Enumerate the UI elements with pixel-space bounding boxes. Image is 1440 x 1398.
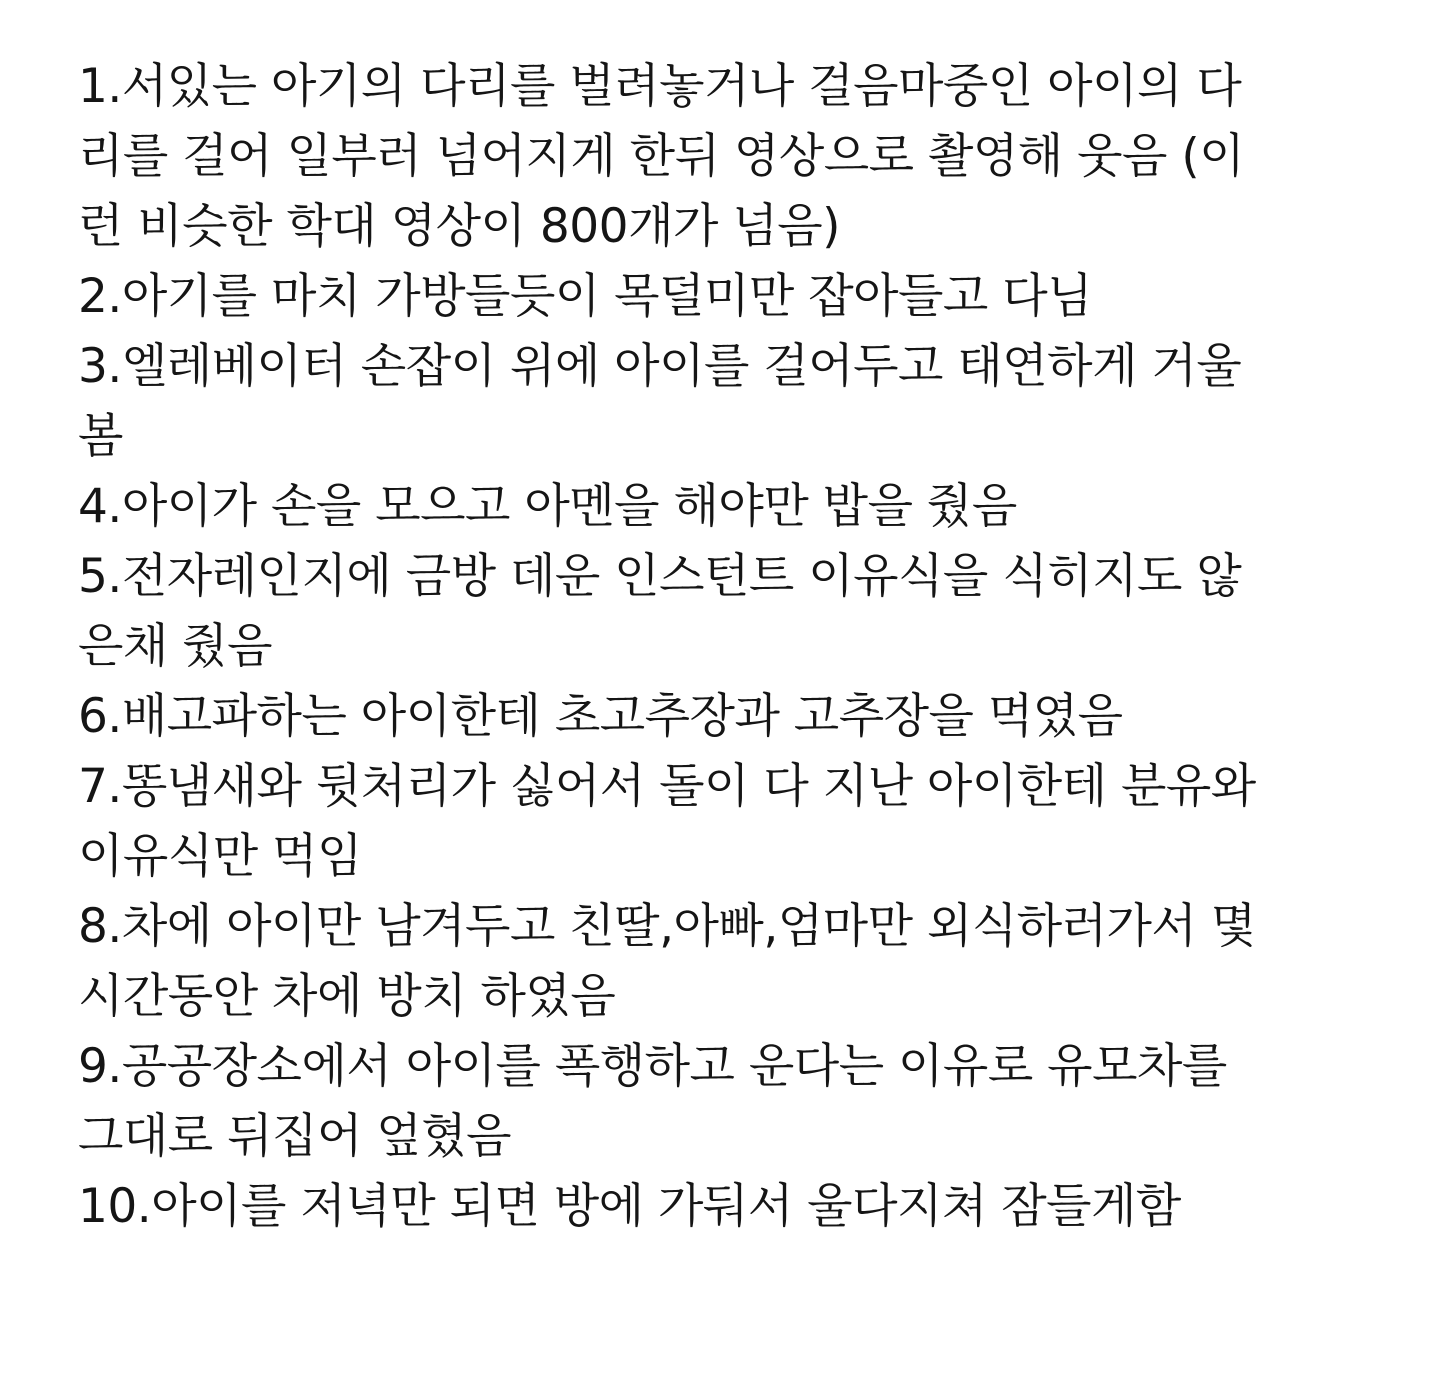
- text-line: 그대로 뒤집어 엎혔음: [78, 1109, 511, 1164]
- text-line: 리를 걸어 일부러 넘어지게 한뒤 영상으로 촬영해 웃음 (이: [78, 129, 1245, 184]
- text-line: 8.차에 아이만 남겨두고 친딸,아빠,엄마만 외식하러가서 몇: [78, 899, 1256, 954]
- text-line: 10.아이를 저녁만 되면 방에 가둬서 울다지쳐 잠들게함: [78, 1179, 1181, 1234]
- text-line: 4.아이가 손을 모으고 아멘을 해야만 밥을 줬음: [78, 479, 1017, 534]
- text-line: 은채 줬음: [78, 619, 273, 674]
- text-line: 5.전자레인지에 금방 데운 인스턴트 이유식을 식히지도 않: [78, 549, 1242, 604]
- text-line: 이유식만 먹임: [78, 829, 362, 884]
- text-line: 런 비슷한 학대 영상이 800개가 넘음): [78, 199, 840, 254]
- text-line: 9.공공장소에서 아이를 폭행하고 운다는 이유로 유모차를: [78, 1039, 1227, 1094]
- text-line: 1.서있는 아기의 다리를 벌려놓거나 걸음마중인 아이의 다: [78, 59, 1242, 114]
- text-line: 2.아기를 마치 가방들듯이 목덜미만 잡아들고 다님: [78, 269, 1093, 324]
- text-line: 봄: [78, 409, 123, 464]
- text-line: 6.배고파하는 아이한테 초고추장과 고추장을 먹였음: [78, 689, 1123, 744]
- text-line: 시간동안 차에 방치 하였음: [78, 969, 616, 1024]
- text-line: 3.엘레베이터 손잡이 위에 아이를 걸어두고 태연하게 거울: [78, 339, 1242, 394]
- document-body: [78, 52, 1368, 1242]
- text-line: 7.똥냄새와 뒷처리가 싫어서 돌이 다 지난 아이한테 분유와: [78, 759, 1256, 814]
